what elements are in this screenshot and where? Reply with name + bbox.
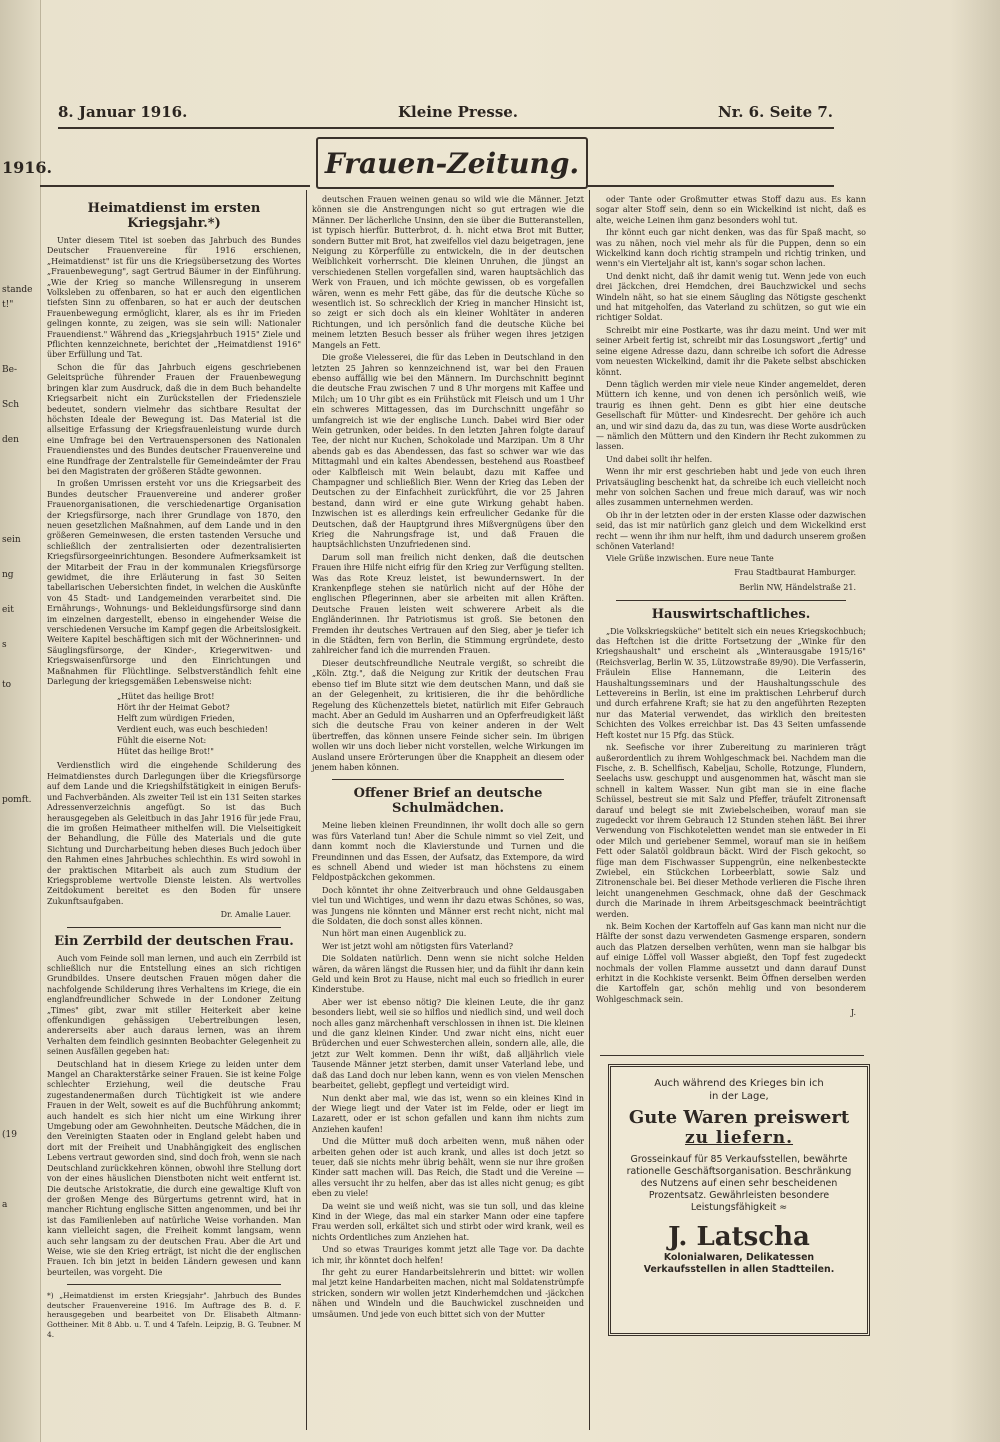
column-divider — [306, 190, 307, 1430]
article-signature-address: Berlin NW, Händelstraße 21. — [739, 583, 856, 593]
article-title-zerrbild: Ein Zerrbild der deutschen Frau. — [54, 933, 294, 949]
left-strip-fragment: sein — [2, 535, 21, 545]
left-strip-fragment: (19 — [2, 1130, 17, 1140]
ad-intro-line: in der Lage, — [709, 1091, 769, 1102]
header-date: 8. Januar 1916. — [58, 103, 188, 121]
latscha-advertisement — [608, 1064, 870, 1336]
article-paragraph: Die große Vielesserei, die für das Leben in Deutschland in den letzten 25 Jahren so kennzeichnend ist, war bei den Frauen ebenso auffällig wie bei den Männern. Im Durchschnitt beginnt die deutsche Frau zwischen 7 und 8 Uhr morgens mit Kaffee und Milch; um 10 Uhr gibt es ein Frühstück mit Fleisch und um 1 Uhr ein schweres Mittagessen, das im Durchschnitt ungefähr so umfangreich ist wie der englische Lunch. Dabei wird Bier oder Wein getrunken, oder beides. In den letzten Jahren folgte darauf Tee, der nicht nur Kuchen, Schokolade und Marzipan. Um 8 Uhr abends gab es das Abendessen, das fast so schwer war wie das Mittagmahl und ein kaltes Abendessen, bestehend aus Roastbeef oder Kalbfleisch mit Wein belaubt, dazu mit Kaffee und Champagner und schließlich Bier. Wenn der Krieg das Leben der Deutschen zu der Einfachheit zurückführt, die vor 25 Jahren bestand, dann wird er eine gute Wirkung gehabt haben. Inzwischen ist es allerdings kein erfreulicher Gedanke für die Deutschen, daß der Hauptgrund ihres Mißvergnügens über den Krieg die Nahrungsfrage ist, und daß Frauen die hauptsächlichsten Unzufriedenen sind. — [312, 353, 584, 550]
article-paragraph: Und dabei sollt ihr helfen. — [606, 454, 713, 464]
masthead-rule-right — [588, 185, 834, 187]
article-footnote: *) „Heimatdienst im ersten Kriegsjahr". Jahrbuch des Bundes deutscher Frauenvereine 1916. Im Auftrage des B. d. F. herausgegeben und bearbeitet von Dr. Elisabeth Altmann-Gottheiner. Mit 8 Abb. u. T. und 4 Tafeln. Leipzig, B. G. Teubner. M 4. — [47, 1291, 301, 1339]
article-paragraph: oder Tante oder Großmutter etwas Stoff dazu aus. Es kann sogar alter Stoff sein, denn so ein Wickelkind ist nicht, daß es alte, weiche Leinen ihm ganz besonders wohl tut. — [596, 195, 866, 225]
article-poem: „Hütet das heilige Brot! Hört ihr der Heimat Gebot? Helft zum würdigen Frieden, Verdient euch, was euch beschieden! Fühlt die eiserne Not: Hütet das heilige Brot!" — [117, 692, 268, 757]
article-paragraph: deutschen Frauen weinen genau so wild wie die Männer. Jetzt können sie die Anstrengungen nicht so gut ertragen wie die Männer. Der lächerliche Unsinn, den sie über die Butteranstellen, ist typisch hierfür. Butterbrot, d. h. nicht etwa Brot mit Butter, sondern Butter mit Brot, hat zweifellos viel dazu beigetragen, jene Neigung zu Körperfülle zu entwickeln, die in der deutschen Weiblichkeit vorherrscht. Die kleinen Unruhen, die jüngst an verschiedenen Stellen vorgefallen sind, waren hauptsächlich das Werk von Frauen, und ich möchte gewissen, ob es vorgefallen wären, wenn es mehr Fett gäbe, das für die deutsche Küche so wesentlich ist. So schrecklich der Krieg in mancher Hinsicht ist, so zeigt er sich doch als ein kleiner Wohltäter in anderen Richtungen, und ich persönlich fand die deutsche Küche bei meinem letzten Besuch besser als früher wegen ihres jetzigen Mangels an Fett. — [312, 195, 584, 350]
left-margin-strip — [0, 150, 53, 1440]
article-paragraph: Aber wer ist ebenso nötig? Die kleinen Leute, die ihr ganz besonders liebt, weil sie so hilflos und niedlich sind, und weil doch noch alles ganz märchenhaft verschlossen in ihnen ist. Die kleinen und die ganz kleinen Kinder. Und zwar nicht eins, nicht euer Brüderchen und euer Schwesterchen allein, sondern alle, alle, die jetzt zur Welt kommen. Denn ihr wißt, daß alljährlich viele Tausende Männer jetzt sterben, damit unser Vaterland lebe, und daß das Land doch nur leben kann, wenn es von vielen Menschen bearbeitet, geliebt, gepflegt und verteidigt wird. — [312, 997, 584, 1091]
ad-brand-name: J. Latscha — [668, 1222, 810, 1252]
article-paragraph: Ihr geht zu eurer Handarbeitslehrerin und bittet: wir wollen mal jetzt keine Handarbeiten machen, nicht mal Soldatenstrümpfe stricken, sondern wir wollen jetzt Kinderhemdchen und -jäckchen nähen und Windeln und die Bauchwickel zuschneiden und umsäumen. Und jede von euch bittet sich von der Mutter — [312, 1268, 584, 1319]
article-paragraph: Verdienstlich wird die eingehende Schilderung des Heimatdienstes durch Darlegungen über die Kriegsfürsorge auf dem Lande und die Kriegshilfstätigkeit in einigen Berufs- und Fachverbänden. Als zweiter Teil ist ein 131 Seiten starkes Adressenverzeichnis angefügt. So ist das Buch herausgegeben als Geleitbuch in das Jahr 1916 für jede Frau, die im großen Heimatheer mithelfen will. Die Vielseitigkeit der Behandlung, die Fülle des Materials und die gute Sichtung und Durcharbeitung heben dieses Buch jedoch über den Rahmen eines Jahrbuches schlechthin. Es wird sowohl in der praktischen Mitarbeit als auch zum Studium der Kriegsprobleme wertvolle Dienste leisten. Als wertvolles Zeitdokument bereitet es den Boden für unsere Zukunftsaufgaben. — [47, 761, 301, 906]
column-1 — [47, 195, 301, 1430]
left-strip-fragment: s — [2, 640, 7, 650]
header-page-number: Nr. 6. Seite 7. — [718, 103, 833, 121]
footnote-separator — [67, 1284, 281, 1285]
left-strip-fragment: stande — [2, 285, 33, 295]
column-3 — [596, 195, 866, 1055]
article-paragraph: Und so etwas Trauriges kommt jetzt alle Tage vor. Da dachte ich mir, ihr könntet doch helfen! — [312, 1245, 584, 1265]
section-masthead: Frauen-Zeitung. — [316, 137, 588, 189]
left-strip-year: 1916. — [2, 158, 53, 177]
article-paragraph: Meine lieben kleinen Freundinnen, ihr wollt doch alle so gern was fürs Vaterland tun! Aber die Schule nimmt so viel Zeit, und dann kommt noch die Klavierstunde und Turnen und die Freundinnen und das Essen, der Aufsatz, das Extempore, da wird es schnell Abend und wieder ist man höchstens zu einem Feldpostpäckchen gekommen. — [312, 821, 584, 883]
ad-brand-subline: Verkaufsstellen in allen Stadtteilen. — [643, 1264, 835, 1275]
article-title-heimatdienst: Heimatdienst im ersten Kriegsjahr.*) — [87, 201, 261, 231]
article-paragraph: Unter diesem Titel ist soeben das Jahrbuch des Bundes Deutscher Frauenvereine für 1916 erschienen, „Heimatdienst" ist für uns die Kriegsübersetzung des Wortes „Frauenbewegung", sagt Gertrud Bäumer in der Einführung. „Wie der Krieg so manche Willensregung in unserem Volksleben zu offenbaren, so hat er auch den eigentlichen tiefsten Sinn zu offenbaren, so hat er auch der deutschen Frauenbewegung ermöglicht, klarer, als es ihr im Frieden gelingen konnte, zu zeigen, was sie sein will: Nationaler Frauendienst." Während das „Kriegsjahrbuch 1915" Ziele und Pflichten kennzeichnete, berichtet der „Heimatdienst 1916" über Erfüllung und Tat. — [47, 236, 301, 360]
article-paragraph: Deutschland hat in diesem Kriege zu leiden unter dem Mangel an Charakterstärke seiner Frauen. Sie ist keine Folge schlechter Erziehung, weil die deutsche Frau zugestandenermaßen durch Tüchtigkeit ist wie andere Frauen in der Welt, soweit es auf die Buchführung ankommt; auch handelt es sich hier nicht um eine Wirkung ihrer Umgebung oder am Gewohnheiten. Deutsche Mädchen, die in den Vereinigten Staaten oder in England gelebt haben und dort mit der Freiheit und Unabhängigkeit des englischen Lebens vertraut geworden sind, sind doch froh, wenn sie nach Deutschland zurückkehren können, obwohl ihre Stellung dort von der eines häuslichen Dienstboten nicht weit entfernt ist. Die deutsche Aristokratie, die durch eine gewaltige Kluft von der großen Menge des Bürgertums getrennt wird, hat in mancher Richtung englische Sitten angenommen, und bei ihr ist das Familienleben auf natürliche Weise vorhanden. Man kann vielleicht sagen, die Freiheit kommt langsam, wenn auch sehr langsam zu der deutschen Frau. Aber die Art und Weise, wie sie den Krieg erträgt, ist nicht die der englischen Frauen. Ich bin jetzt in beiden Ländern gewesen und kann beurteilen, was vorgeht. Die — [47, 1059, 301, 1277]
article-paragraph: Schon die für das Jahrbuch eigens geschriebenen Geleitsprüche führender Frauen der Frauenbewegung bringen klar zum Ausdruck, daß die in dem Buch behandelte Kriegsarbeit nicht ein Zurückstellen der Friedensziele bedeutet, sondern vielmehr das sichtbare Resultat der höchsten Ideale der Bewegung ist. Das Material ist die allseitige Erfassung der Kriegsfrauenleistung wurde durch eine Umfrage bei den Vertrauenspersonen des Nationalen Frauendienstes und des Bundes deutscher Frauenvereine und eine Rundfrage der Zentralstelle für Gemeindeämter der Frau bei den Magistraten der größeren Städte gewonnen. — [47, 362, 301, 476]
article-paragraph: Ihr könnt euch gar nicht denken, was das für Spaß macht, so was zu nähen, noch viel mehr als für die Puppen, denn so ein Wickelkind kann doch richtig strampeln und richtig trinken, und wenn's ein Vierteljahr alt ist, kann's sogar schon lachen. — [596, 228, 866, 269]
article-title-offener-brief: Offener Brief an deutsche Schulmädchen. — [353, 786, 543, 817]
article-paragraph: Dieser deutschfreundliche Neutrale vergißt, so schreibt die „Köln. Ztg.", daß die Neigung zur Kritik der deutschen Frau ebenso tief im Blute sitzt wie dem deutschen Mann, und daß sie an der Gelegenheit, zu kritisieren, die ihr die behördliche Regelung des Küchenzettels bietet, natürlich mit Eifer Gebrauch macht. Aber an Geduld im Ausharren und an Opferfreudigkeit läßt sich die deutsche Frau von keiner anderen in der Welt übertreffen, das können unsere Feinde sicher sein. Im übrigen wollen wir uns doch lieber nicht vorstellen, welche Wirkungen im Ausland unsere Erörterungen über die Knappheit an diesem oder jenem haben können. — [312, 658, 584, 772]
masthead-rule-left — [40, 185, 310, 187]
article-paragraph: nk. Seefische vor ihrer Zubereitung zu marinieren trägt außerordentlich zu ihrem Wohlgeschmack bei. Nachdem man die Fische, z. B. Schellfisch, Kabeljau, Scholle, Rotzunge, Flundern, Seelachs usw. geschuppt und ausgenommen hat, wäscht man sie schnell in kaltem Wasser. Nun gibt man sie in eine flache Schüssel, bestreut sie mit Salz und Pfeffer, träufelt Zitronensaft darauf und belegt sie mit Zwiebelscheiben, worauf man sie zugedeckt vor ihrem Gebrauch 12 Stunden stehen läßt. Bei ihrer Verwendung von Fischkoteletten wendet man sie entweder in Ei oder Milch und geriebener Semmel, worauf man sie in heißem Fett oder Salatöl goldbraun bäckt. Wird der Fisch gekocht, so füge man dem Fischwasser Suppengrün, eine nelkenbesteckte Zwiebel, ein Stückchen Lorbeerblatt, sowie Salz und Zitronenschale bei. Bei dieser Methode verlieren die Fische ihren leicht unangenehmen Geschmack, ohne daß der Geschmack durch die Marinade in ihrem Arbeitsgeschmack beeinträchtigt werden. — [596, 743, 866, 919]
article-paragraph: Da weint sie und weiß nicht, was sie tun soll, und das kleine Kind in der Wiege, das mal ein starker Mann oder eine tapfere Frau werden soll, erkältet sich und stirbt oder wird krank, weil es nichts Ordentliches zum Anziehen hat. — [312, 1201, 584, 1242]
ad-brand-subline: Kolonialwaren, Delikatessen — [663, 1252, 815, 1263]
article-paragraph: Darum soll man freilich nicht denken, daß die deutschen Frauen ihre Hilfe nicht eifrig für den Krieg zur Verfügung stellten. Was das Rote Kreuz leistet, ist bewundernswert. In der Krankenpflege stehen sie natürlich nicht auf der Höhe der englischen Pflegerinnen, aber sie arbeiten mit allen Kräften. Deutsche Frauen leisten weit schwerere Arbeit als die Engländerinnen. Ihr Patriotismus ist groß. Sie betonen den Fremden ihr deutsches Vertrauen auf den Sieg, aber je tiefer ich in die Städten, fern von Berlin, die Stimmung ergründete, desto zahlreicher fand ich die murrenden Frauen. — [312, 552, 584, 656]
left-strip-fragment: Be- — [2, 365, 17, 375]
article-paragraph: Wenn ihr mir erst geschrieben habt und jede von euch ihren Privatsäugling beschenkt hat, da schreibe ich euch vielleicht noch mehr von solchen Sachen und freue mich darauf, was wir noch alles zusammen unternehmen werden. — [596, 467, 866, 508]
article-paragraph: Wer ist jetzt wohl am nötigsten fürs Vaterland? — [322, 941, 513, 951]
article-paragraph: In großen Umrissen ersteht vor uns die Kriegsarbeit des Bundes deutscher Frauenvereine und anderer großer Frauenorganisationen, die verschiedenartige Organisation der Kriegsfürsorge, nach ihrer Grundlage von 1870, den neuen gesetzlichen Maßnahmen, auf dem Lande und in den größeren Gemeinwesen, die ersten tastenden Versuche und schließlich der zentralisierten oder dezentralisierten Kriegsfürsorgeeinrichtungen. Besondere Aufmerksamkeit ist der Mitarbeit der Frau in der kommunalen Kriegsfürsorge gewidmet, die ihre Erläuterung in fast 30 Seiten tabellarischen Uebersichten findet, in welchen die Auskünfte von 45 Stadt- und Landgemeinden verarbeitet sind. Die Ernährungs-, Wohnungs- und Bekleidungsfürsorge sind dann im einzelnen dargestellt, ebenso in eingehender Weise die verschiedenen Versuche im Kampf gegen die Arbeitslosigkeit. Weitere Kapitel beschäftigen sich mit der Wöchnerinnen- und Säuglingsfürsorge, der Kinder-, Kriegerwitwen- und Kriegswaisenfürsorge und den Einrichtungen und Maßnahmen für Flüchtlinge. Selbstverständlich fehlt eine Darlegung der kriegsgemäßen Lebensweise nicht: — [47, 479, 301, 687]
page-header — [58, 103, 833, 125]
article-paragraph: Viele Grüße inzwischen. Eure neue Tante — [606, 554, 774, 564]
article-paragraph: Ob ihr in der letzten oder in der ersten Klasse oder dazwischen seid, das ist mir natürlich ganz gleich und dem Wickelkind erst recht — wenn ihr ihm nur helft, ihm und dadurch unserem großen schönen Vaterland! — [596, 510, 867, 551]
article-paragraph: Doch könntet ihr ohne Zeitverbrauch und ohne Geldausgaben viel tun und Wichtiges, und wenn ihr dazu etwas Schönes, so was, was Jungens nie könnten und Männer erst recht nicht, nicht mal die Soldaten, die doch sonst alles können. — [312, 885, 584, 926]
article-paragraph: Die Soldaten natürlich. Denn wenn sie nicht solche Helden wären, da wären längst die Russen hier, und da fühlt ihr dann kein Geld und kein Brot zu Hause, nicht mal euch so friedlich in eurer Kinderstube. — [312, 954, 584, 995]
left-strip-fragment: t!" — [2, 300, 14, 310]
article-paragraph: Und denkt nicht, daß ihr damit wenig tut. Wenn jede von euch drei Jäckchen, drei Hemdchen, drei Bauchzwickel und sechs Windeln näht, so hat sie einem Säugling das Nötigste geschenkt und hat mitgeholfen, das Vaterland zu schützen, so gut wie ein richtiger Soldat. — [596, 271, 866, 323]
article-separator — [67, 927, 281, 928]
article-paragraph: Schreibt mir eine Postkarte, was ihr dazu meint. Und wer mit seiner Arbeit fertig ist, schreibt mir das Losungswort „fertig" und seine eigene Adresse dazu, dann schreibe ich sofort die Adresse vom neuesten Wickelkind, damit ihr die Pakete selbst abschicken könnt. — [596, 325, 866, 377]
article-paragraph: Nun hört man einen Augenblick zu. — [322, 929, 467, 939]
article-signature: J. — [850, 1008, 856, 1018]
article-signature: Dr. Amalie Lauer. — [220, 910, 291, 920]
ad-separator — [600, 1055, 864, 1056]
article-paragraph: Auch vom Feinde soll man lernen, und auch ein Zerrbild ist schließlich nur die Entstellung eines an sich richtigen Grundbildes. Unsere deutschen Frauen mögen daher die nachfolgende Schilderung ihres Verhaltens im Kriege, die ein englandfreundlicher Schwede in der Londoner Zeitung „Times" gibt, zwar mit stiller Heiterkeit aber keine offenkundigen gehässigen Uebertreibungen lesen, andererseits aber auch daraus lernen, was an ihrem Verhalten dem feindlich gesinnten Beobachter Gelegenheit zu seinen Ausfällen gegeben hat: — [47, 953, 301, 1057]
ad-intro-line: Auch während des Krieges bin ich — [654, 1078, 824, 1089]
article-paragraph: nk. Beim Kochen der Kartoffeln auf Gas kann man nicht nur die Hälfte der sonst dazu verwendeten Gasmenge ersparen, sondern auch das Platzen derselben verhüten, wenn man sie halbgar bis auf einige Löffel voll Wasser abgießt, den Topf fest zugedeckt nochmals der vollen Flamme aussetzt und dann darauf Dunst erhitzt in die Kochkiste versenkt. Beim Öffnen derselben werden die Kartoffeln gar, schön mehlig und von besonderem Wohlgeschmack sein. — [596, 922, 866, 1004]
article-signature: Frau Stadtbaurat Hamburger. — [734, 567, 856, 577]
article-separator — [616, 600, 846, 601]
article-paragraph: „Die Volkskriegsküche" betitelt sich ein neues Kriegskochbuch; das Heftchen ist die dritte Fortsetzung der „Winke für den Kriegshaushalt" und erscheint als „Winterausgabe 1915/16" (Reichsverlag, Berlin W. 35, Lützowstraße 89/90). Die Verfasserin, Fräulein Elise Hannemann, die Leiterin des Haushaltungsseminars und der Haushaltungsschule des Lettevereins in Berlin, ist eine im praktischen Lehrberuf durch und durch erfahrene Kraft; sie hat zu den angeführten Rezepten nur das Material verwendet, das wirklich den breitesten Schichten des Volkes erreichbar ist. Das 43 Seiten umfassende Heft kostet nur 15 Pfg. das Stück. — [596, 626, 866, 740]
article-paragraph: Nun denkt aber mal, wie das ist, wenn so ein kleines Kind in der Wiege liegt und der Vater ist im Felde, oder er liegt im Lazarett, oder er ist schon gefallen und kann ihm nichts zum Anziehen kaufen! — [312, 1093, 584, 1134]
left-strip-fragment: eit — [2, 605, 14, 615]
left-strip-fragment: to — [2, 680, 12, 690]
article-paragraph: Und die Mütter muß doch arbeiten wenn, muß nähen oder arbeiten gehen oder ist auch krank, und alles ist doch jetzt so teuer, daß sie nichts mehr übrig behält, wenn sie nur ihre großen Kinder satt machen will. Das Reich, die Stadt und die Vereine — alles versucht ihr zu helfen, aber das ist alles nicht genug; es gibt eben zu viele! — [312, 1137, 584, 1199]
column-divider — [589, 190, 590, 1430]
header-paper-name: Kleine Presse. — [398, 103, 519, 121]
left-strip-fragment: a — [2, 1200, 8, 1210]
left-strip-fragment: pomft. — [2, 795, 32, 805]
left-strip-fragment: ng — [2, 570, 14, 580]
column-2 — [312, 195, 584, 1430]
article-separator — [332, 779, 564, 780]
ad-headline: Gute Waren preiswert — [628, 1107, 850, 1128]
left-strip-fragment: den — [2, 435, 19, 445]
ad-body-text: Grosseinkauf für 85 Verkaufsstellen, bewährte rationelle Geschäftsorganisation. Beschränkung des Nutzens auf einen sehr bescheidenen Prozentsatz. Gewährleisten besondere Leistungsfähigkeit ≈ — [626, 1154, 852, 1213]
header-rule — [58, 127, 834, 129]
left-strip-fragment: Sch — [2, 400, 20, 410]
ad-headline-sub: zu liefern. — [684, 1128, 794, 1148]
article-paragraph: Denn täglich werden mir viele neue Kinder angemeldet, deren Müttern ich kenne, und von denen ich persönlich weiß, wie traurig es ihnen geht. Denn es gibt hier eine deutsche Gesellschaft für Mütter- und Kindesrecht. Der gehöre ich auch an, und wir sind dazu da, das zu tun, was diese Worte ausdrücken — nämlich den Müttern und den Kindern ihr Recht zukommen zu lassen. — [596, 379, 866, 452]
section-title-hauswirtschaftliches: Hauswirtschaftliches. — [651, 606, 811, 622]
